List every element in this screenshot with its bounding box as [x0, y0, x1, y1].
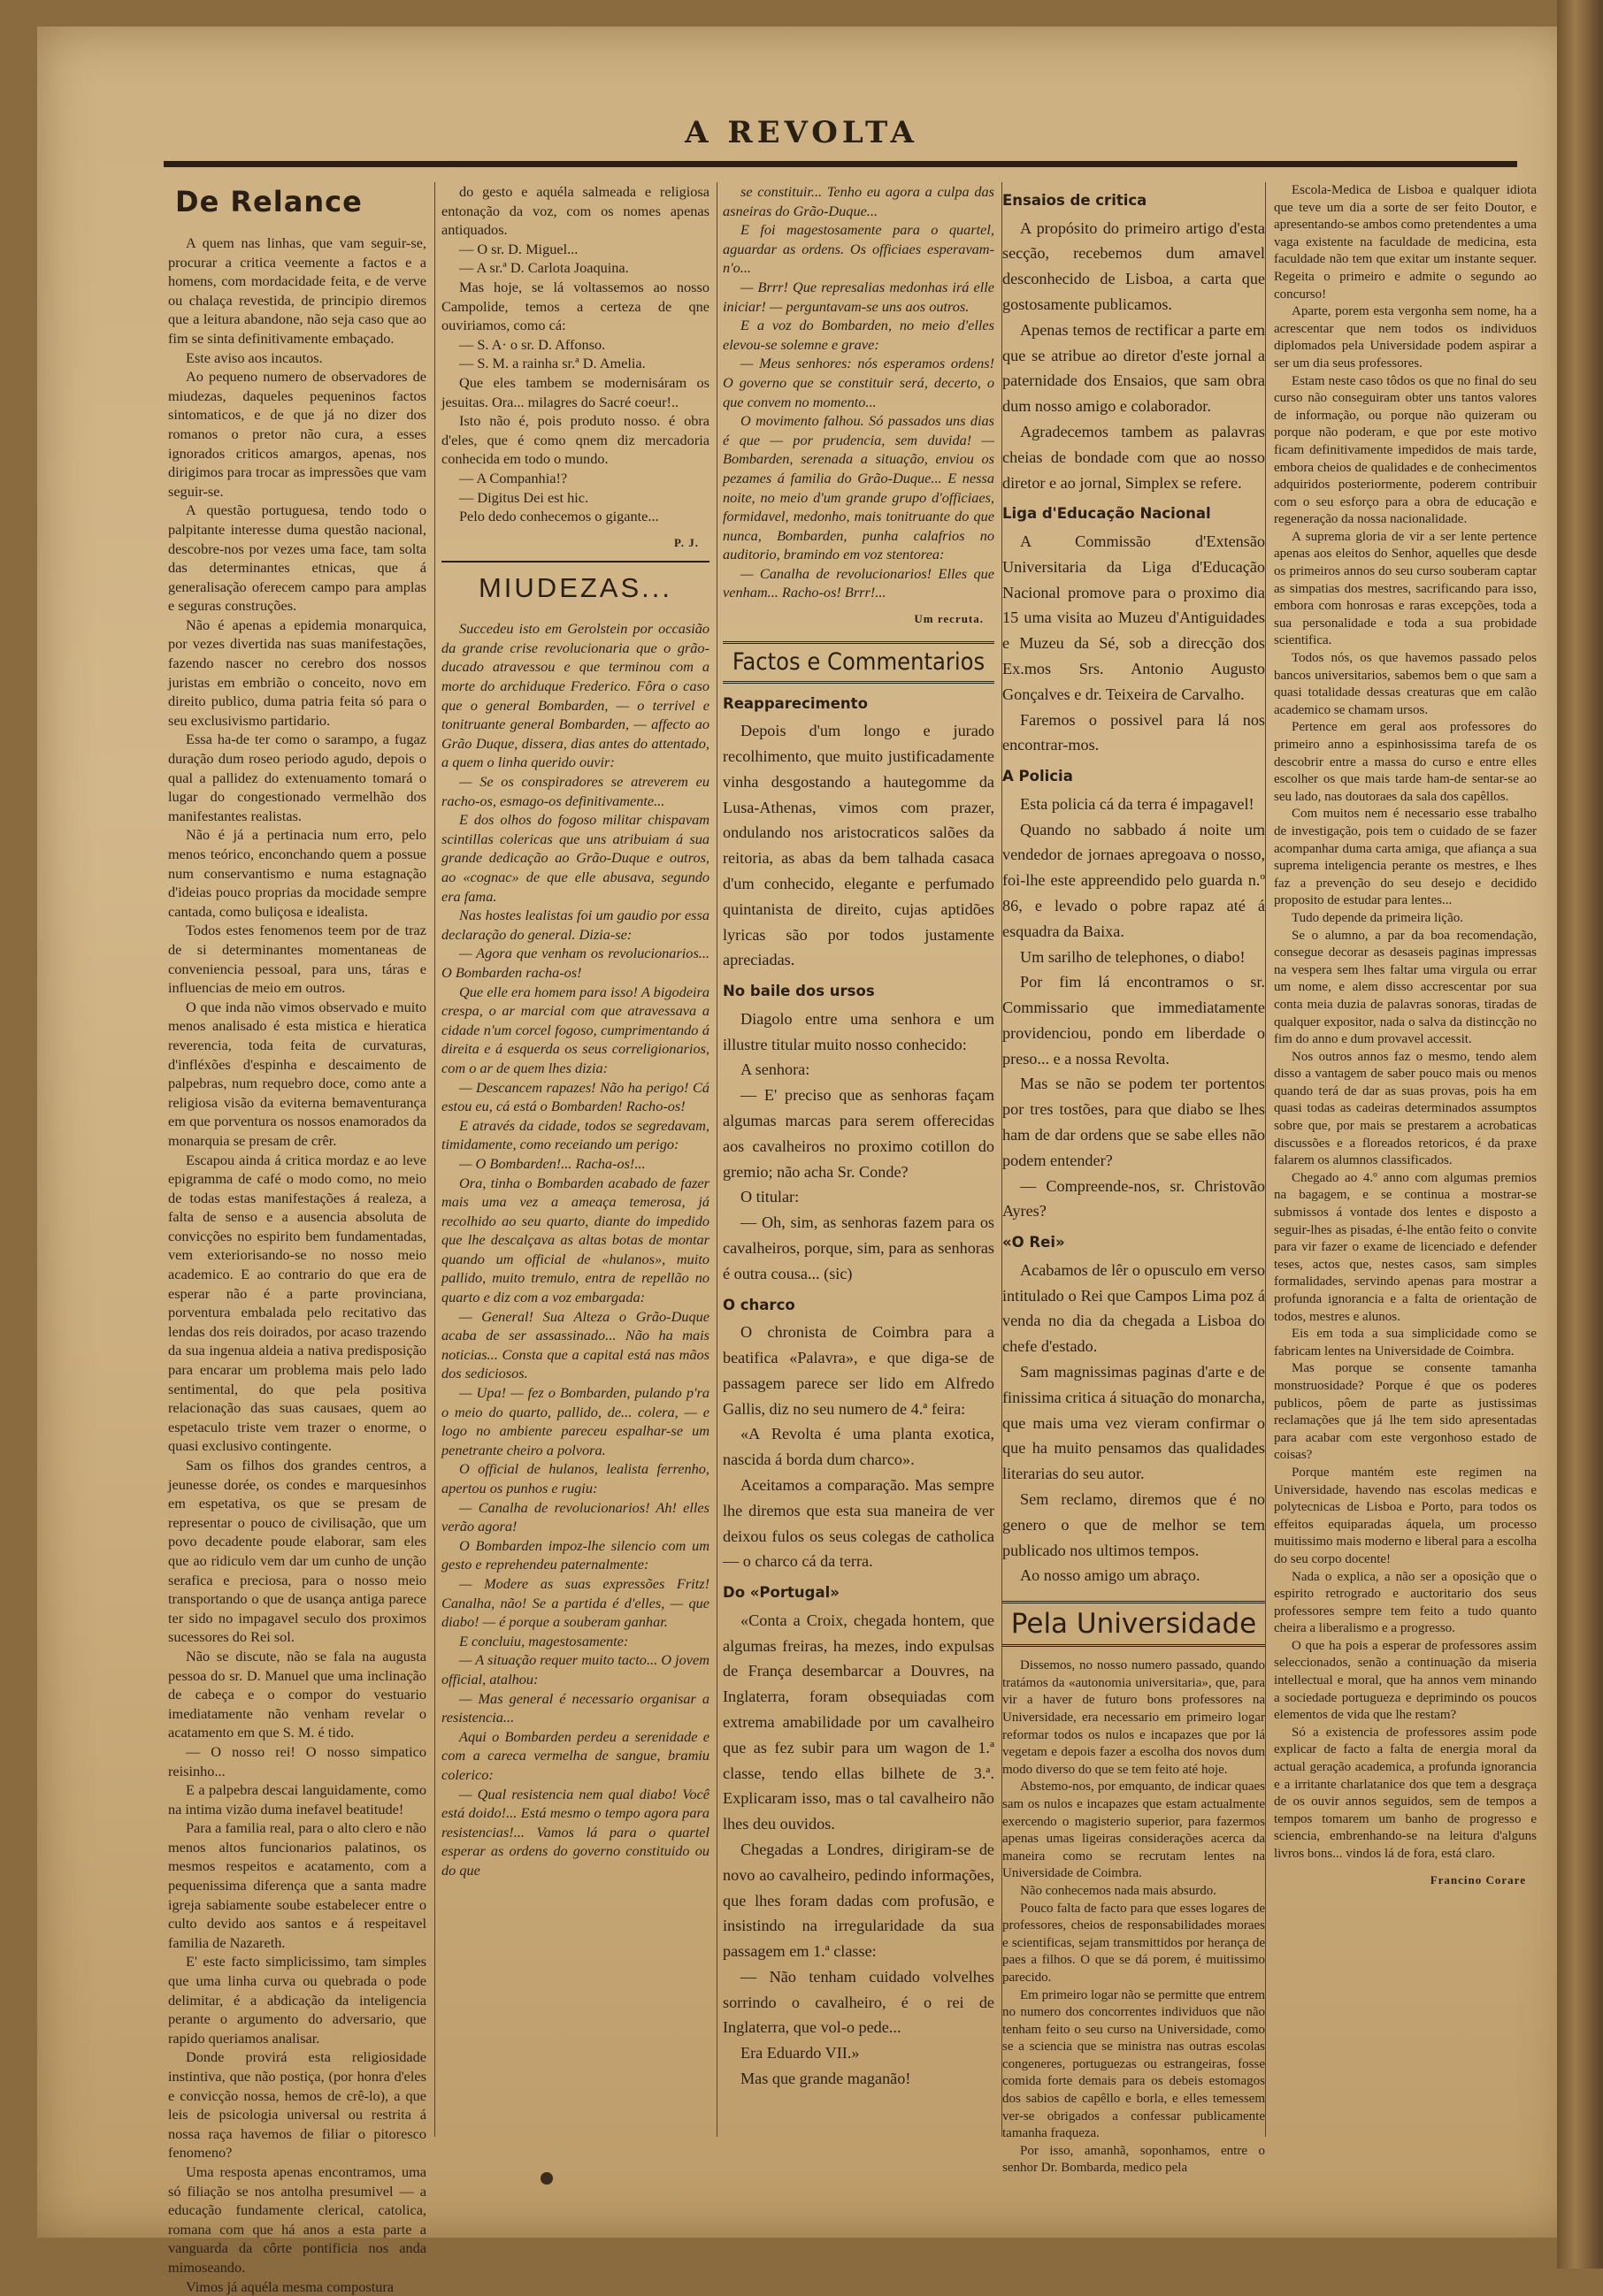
paragraph: Que eles tambem se modernisáram os jesuitas. Ora... milagres do Sacré coeur!.. — [441, 373, 709, 410]
paragraph: — Compreende-nos, sr. Christovão Ayres? — [1002, 1176, 1265, 1221]
paragraph: Todos estes fenomenos teem por de traz de si determinantes momentaneas de conveniencia pessoal, para uns, táras e influencias de meio em outros. — [168, 922, 426, 997]
paragraph: — O sr. D. Miguel... — [459, 240, 579, 257]
paragraph: O movimento falhou. Só passados uns dias é que — por prudencia, sem duvida! — Bombarden, serenada a situação, enviou os pezames á familia do Grão-Duque... E nessa noite, no meio d'um grande grupo d'officiaes, formidavel, medonho, mais tonitruante do que nunca, Bombarden, punha calafrios no auditorio, bramindo em voz stentorea: — [723, 412, 994, 563]
column-divider — [434, 182, 435, 2137]
paragraph: O que ha pois a esperar de professores assim seleccionados, senão a continuação da miseria intellectual e moral, que ha annos vem minando a sociedade portugueza e deprimindo os poucos elementos de vida que lhe restam? — [1274, 1638, 1537, 1723]
paragraph: Todos nós, os que havemos passado pelos bancos universitarios, sabemos bem o que sam a quasi totalidade dessas creaturas que em calão academico se chamam ursos. — [1274, 651, 1537, 717]
paragraph: O titular: — [740, 1188, 800, 1206]
column-divider — [1265, 182, 1266, 2137]
paragraph: — Qual resistencia nem qual diabo! Você está doido!... Está mesmo o tempo agora para resistencias!... Vamos lá para o quartel esperar as ordens do governo constituido ou do que — [441, 1785, 709, 1879]
paragraph: Succedeu isto em Gerolstein por occasião da grande crise revolucionaria que o grão-ducado atravessou e que terminou com a morte do archiduque Frederico. Fôra o caso que o general Bombarden, — o terrivel e tonitruante general Bombarden, — affecto ao Grão Duque, dissera, dias antes do attentado, a quem o linha querido ouvir: — [441, 620, 709, 771]
paragraph: Pelo dedo conhecemos o gigante... — [459, 508, 659, 525]
masthead-rule — [164, 161, 1517, 167]
paragraph: Se o alumno, a par da boa recomendação, consegue decorar as desaseis paginas impressas na vespera sem lhes faltar uma virgula ou errar um nome, e alem disso accrescentar por sua conta meia duzia de palavras sonoras, tiradas de qualquer expositor, nada o salva da distincção no fim do anno e dum provavel accessit. — [1274, 928, 1537, 1047]
paragraph: Era Eduardo VII.» — [740, 2044, 860, 2063]
subheading-charco: O charco — [723, 1296, 795, 1313]
paragraph: O official de hulanos, lealista ferrenho, apertou os punhos e rugiu: — [441, 1460, 709, 1496]
paragraph: — Canalha de revolucionarios! Elles que venham... Racho-os! Brrr!... — [723, 564, 994, 601]
paragraph: Aparte, porem esta vergonha sem nome, ha a acrescentar que nem todos os individuos diplomados pela Universidade podem aspirar a ser um dia seus professores. — [1274, 304, 1537, 371]
paragraph: Em primeiro logar não se permitte que entrem no numero dos concorrentes individuos que não tenham feito o seu curso na Universidade, como se a sciencia que se ministra nas outras escolas congeneres, portuguezas ou estrangeiras, fosse comida forte demais para os debeis estomagos dos sabios de capêllo e borla, e elles temessem ver-se obrigados a confessar publicamente tamanha fraqueza. — [1002, 1987, 1265, 2141]
paragraph: Mas porque se consente tamanha monstruosidade? Porque é que os poderes publicos, pôem de parte as justissimas reclamações que já lhe tem sido apresentadas para acabar com este vergonhoso estado de coisas? — [1274, 1361, 1537, 1463]
paragraph: A suprema gloria de vir a ser lente pertence apenas aos eleitos do Senhor, aquelles que desde os primeiros annos do seu curso souberam captar as simpatias dos mestres, sacrificando para isso, embora com honrosas e raras excepções, toda a sua personalidade e toda a sua probidade scientifica. — [1274, 529, 1537, 648]
paragraph: E a voz do Bombarden, no meio d'elles elevou-se solemne e grave: — [723, 317, 994, 353]
paragraph: A Commissão d'Extensão Universitaria da Liga d'Educação Nacional promove para o proximo dia 15 uma visita ao Muzeu d'Antiguidades e Muzeu da Sé, sob a direcção dos Ex.mos Srs. Antonio Augusto Gonçalves e dr. Teixeira de Carvalho. — [1002, 532, 1265, 703]
paragraph: «Conta a Croix, chegada hontem, que algumas freiras, ha mezes, indo expulsas de França desembarcar a Douvres, na Inglaterra, foram obsequiadas com extrema amabilidade por um cavalheiro que as fez subir para um wagon de 1.ª classe, tendo ellas bilhete de 3.ª. Explicaram isso, mas o tal cavalheiro não lhes deu ouvidos. — [723, 1611, 994, 1833]
paragraph: Por fim lá encontramos o sr. Commissario que immediatamente providenciou, pondo em liberdade o preso... e a nossa Revolta. — [1002, 973, 1265, 1068]
paragraph: Sem reclamo, diremos que é no genero o que de melhor se tem publicado nos ultimos tempos. — [1002, 1490, 1265, 1559]
section-rule — [441, 561, 709, 563]
paragraph: Não conhecemos nada mais absurdo. — [1020, 1883, 1217, 1898]
paragraph: Não é apenas a epidemia monarquica, por vezes divertida nas suas manifestações, fazendo nascer no cerebro dos nossos juristas em embrião o conceito, novo em direito publico, duma patria feita só para o seu exclusivismo partidario. — [168, 616, 426, 729]
paper-hole — [541, 2172, 553, 2185]
paragraph: Aceitamos a comparação. Mas sempre lhe diremos que esta sua maneira de ver deixou fulos os seus colegas de catholica — o charco cá da terra. — [723, 1475, 994, 1571]
subheading-portugal: Do «Portugal» — [723, 1584, 840, 1602]
paragraph: A senhora: — [740, 1060, 810, 1079]
paragraph: Essa ha-de ter como o sarampo, a fugaz duração dum roseo periodo agudo, depois o qual a pallidez do extenuamento tomará o lugar do congestionado vermelhão dos manifestantes realistas. — [168, 731, 426, 824]
paragraph: Mas se não se podem ter portentos por tres tostões, para que diabo se lhes ham de dar ordens que se sabe elles não podem entender? — [1002, 1075, 1265, 1169]
column-3 — [723, 182, 994, 2137]
paragraph: Pouco falta de facto para que esses logares de professores, cheios de responsabilidades moraes e scientificas, sejam transmittidos por herança de paes a filhos. O que se dá porem, é muitissimo parecido. — [1002, 1901, 1265, 1985]
article-body-de-relance — [168, 233, 426, 2296]
paragraph: — Mas general é necessario organisar a resistencia... — [441, 1689, 709, 1726]
paragraph: — Modere as suas expressões Fritz! Canalha, não! Se a partida é d'elles, — que diabo! — é porque a souberam ganhar. — [441, 1574, 709, 1631]
signature-recruta: Um recruta. — [914, 612, 984, 626]
article-body-miudezas-continued — [723, 182, 994, 602]
column-5 — [1274, 182, 1537, 2137]
paragraph: Dissemos, no nosso numero passado, quando tratámos da «autonomia universitaria», que, para vir a haver de futuro bons professores na Universidade, era necessario em primeiro logar reformar todos os nulos e incapazes que por lá vegetam e depois fazer a escolha dos novos dum modo diverso do que se tem feito até hoje. — [1002, 1658, 1265, 1777]
paragraph: Mas que grande maganão! — [740, 2070, 911, 2088]
paragraph: — A sr.ª D. Carlota Joaquina. — [459, 259, 629, 277]
paragraph: Que elle era homem para isso! A bigodeira crespa, o ar marcial com que atravessava a cidade n'um corcel fogoso, cumprimentando á direita e á esquerda os seus correligionarios, com o ar de quem lhes dizia: — [441, 983, 709, 1076]
paragraph: Aqui o Bombarden perdeu a serenidade e com a careca vermelha de sangue, bramiu colerico: — [441, 1727, 709, 1783]
paragraph: Nas hostes lealistas foi um gaudio por essa declaração do general. Dizia-se: — [441, 907, 709, 943]
paragraph: Sam magnissimas paginas d'arte e de finissima critica á situação do monarcha, que mais uma vez vieram confirmar o que ha muito pensamos das qualidades literarias do seu autor. — [1002, 1363, 1265, 1483]
paragraph: — E' preciso que as senhoras façam algumas marcas para serem offerecidas aos cavalheiros no proximo cotillon do gremio; não acha Sr. Conde? — [723, 1086, 994, 1181]
paragraph: Uma resposta apenas encontramos, uma só filiação se nos antolha presumivel — a educação fundamente clerical, catolica, romana com que há anos a esta parte a vanguarda da côrte pontificia nos anda mimoseando. — [168, 2162, 426, 2276]
paragraph: Apenas temos de rectificar a parte em que se atribue ao diretor d'este jornal a paternidade dos Ensaios, que sam obra dum nosso amigo e colaborador. — [1002, 320, 1265, 416]
paragraph: Porque mantém este regimen na Universidade, havendo nas escolas medicas e polytecnicas de Lisboa e Porto, para todos os effeitos equiparadas áquela, um processo muitissimo mais moderno e liberal para a escolha do seu corpo docente! — [1274, 1465, 1537, 1566]
paragraph: E concluiu, magestosamente: — [459, 1632, 629, 1649]
paragraph: — Meus senhores: nós esperamos ordens! O governo que se constituir será, decerto, o que convem no momento... — [723, 355, 994, 410]
paragraph: Ora, tinha o Bombarden acabado de fazer mais uma vez a ameaça temerosa, já recolhido ao seu quarto, diante do impedido que lhe descalçava as altas botas de montar quando um official de «hulanos», muito pallido, muito tremulo, entra de repellão no quarto e diz com a voz embargada: — [441, 1174, 709, 1306]
paragraph: Acabamos de lêr o opusculo em verso intitulado o Rei que Campos Lima poz á venda no dia da chegada a Lisboa do chefe d'estado. — [1002, 1260, 1265, 1356]
paragraph: — Oh, sim, as senhoras fazem para os cavalheiros, porque, sim, para as senhoras é outra cousa... (sic) — [723, 1213, 994, 1282]
paragraph: Não se discute, não se fala na augusta pessoa do sr. D. Manuel que uma inclinação de cabeça e o compor do vestuario imediatamente não venham revelar o acatamento em que S. M. é tido. — [168, 1647, 426, 1741]
article-body-continued — [441, 182, 709, 526]
paragraph: O chronista de Coimbra para a beatifica «Palavra», e que diga-se de passagem parece ser lido em Alfredo Gallis, diz no seu numero de 4.ª feira: — [723, 1323, 994, 1418]
body-pela-universidade-continued — [1274, 182, 1537, 1864]
subheading-policia: A Policia — [1002, 768, 1073, 785]
paragraph: — S. A· o sr. D. Affonso. — [459, 335, 606, 353]
section-title-pela-universidade: Pela Universidade — [1002, 1601, 1265, 1647]
body-ensaios — [1002, 216, 1265, 496]
body-liga — [1002, 529, 1265, 758]
paragraph: Donde provirá esta religiosidade instintiva, que não postiça, (por honra d'eles e convicção nossa, hemos de crê-lo), a que leis de psicologia universal ou restrita á nossa raça havemos de filiar o pitoresco fenomeno? — [168, 2048, 426, 2162]
paragraph: Estam neste caso tôdos os que no final do seu curso não conseguiram obter uns tantos valores de informação, ou porque não quizeram ou porque não poderam, e que por este motivo ficam definitivamente impedidos de mais tarde, embora cheios de qualidades e de conhecimentos adquiridos posteriormente, poderem contribuir com o seu esforço para a obra de educação e regeneração da nossa nacionalidade. — [1274, 373, 1537, 527]
masthead: A REVOLTA — [685, 115, 918, 150]
paragraph: E a palpebra descai languidamente, como na intima vizão duma inefavel beatitude! — [168, 1781, 426, 1818]
body-reapparecimento — [723, 718, 994, 973]
paragraph: E através da cidade, todos se segredavam, timidamente, como receiando um perigo: — [441, 1116, 709, 1153]
paragraph: — Canalha de revolucionarios! Ah! elles verão agora! — [441, 1498, 709, 1535]
paragraph: «A Revolta é uma planta exotica, nascida á borda dum charco». — [723, 1425, 994, 1469]
paragraph: Depois d'um longo e jurado recolhimento, que muito justificadamente vinha desgostando a hautegomme da Lusa-Athenas, vimos com prazer, ondulando nos aristocraticos salões da reitoria, as abas da bem talhada casaca d'um conhecido, elegante e perfumado quintanista de direito, cujas aptidões lyricas são por todos justamente apreciadas. — [723, 722, 994, 969]
paragraph: Para a familia real, para o alto clero e não menos altos funcionarios palatinos, os mesmos respeitos e acatamento, com a pequenissima diferença que a santa madre igreja sabiamente soube estabelecer entre o culto devido aos santos e á respeitavel familia de Nazareth. — [168, 1819, 426, 1951]
paragraph: Esta policia cá da terra é impagavel! — [1020, 794, 1254, 813]
body-charco — [723, 1320, 994, 1574]
paragraph: — O nosso rei! O nosso simpatico reisinho... — [168, 1742, 426, 1779]
signature-francino: Francino Corare — [1430, 1872, 1526, 1887]
subheading-ensaios: Ensaios de critica — [1002, 192, 1147, 209]
paragraph: Agradecemos tambem as palavras cheias de bondade com que ao nosso diretor e ao jornal, Simplex se refere. — [1002, 422, 1265, 492]
paragraph: Por isso, amanhã, soponhamos, entre o senhor Dr. Bombarda, medico pela — [1002, 2143, 1265, 2176]
body-pela-universidade — [1002, 1657, 1265, 2177]
paragraph: — Digitus Dei est hic. — [459, 488, 589, 506]
paragraph: — S. M. a rainha sr.ª D. Amelia. — [459, 355, 646, 372]
paragraph: Escola-Medica de Lisboa e qualquer idiota que teve um dia a sorte de ser feito Doutor, e apresentando-se ambos como pretendentes a uma vaga existente na faculdade de medicina, esta faculdade não tem que exitar um instante sequer. Regeita o primeiro e admite o segundo ao concurso! — [1274, 183, 1537, 302]
paragraph: A questão portuguesa, tendo todo o palpitante interesse duma questão nacional, descobre-nos por vezes uma face, tam solta das determinantes etnicas, que á generalisação oferecem campo para amplas e seguras construções. — [168, 501, 426, 615]
paragraph: Tudo depende da primeira lição. — [1292, 910, 1463, 925]
paragraph: Abstemo-nos, por emquanto, de indicar quaes sam os nulos e incapazes que estam actualmente exercendo o magisterio superior, para fazermos apenas umas ligeiras considerações acerca da maneira como se recrutam lentes na Universidade de Coimbra. — [1002, 1779, 1265, 1881]
article-title-de-relance: De Relance — [175, 185, 363, 218]
subheading-reapparecimento: Reapparecimento — [723, 694, 868, 712]
body-baile — [723, 1006, 994, 1287]
body-rei — [1002, 1258, 1265, 1588]
column-4 — [1002, 182, 1265, 2176]
paragraph: Sam os filhos dos grandes centros, a jeunesse dorée, os condes e marquesinhos em espetativa, os que se presam de representar o pouco de civilisação, que um povo decadente poude elaborar, sam eles que ao ridiculo vem dar um cunho de unção serafica e preciosa, para o nosso meio transportando o que de usança antiga parece ter sido no impagavel seculo dos proximos sucessores do Rei sol. — [168, 1457, 426, 1646]
page-edge — [1557, 0, 1603, 2269]
subheading-liga: Liga d'Educação Nacional — [1002, 505, 1211, 523]
subheading-rei: «O Rei» — [1002, 1234, 1065, 1251]
paragraph: E dos olhos do fogoso militar chispavam scintillas colericas que uns atribuiam á sua grande dedicação ao Grão-Duque e outros, ao «cognac» de que elle abusava, segundo era fama. — [441, 811, 709, 905]
column-1 — [168, 182, 426, 2295]
paragraph: Nos outros annos faz o mesmo, tendo alem disso a vantagem de saber pouco mais ou menos quando terá de dar as suas provas, pois ha em quasi todas as cadeiras determinados assumptos sobre que, por mais se prestarem a acrobaticas discussões e a floreados retoricos, é da praxe falarem os alumnos classificados. — [1274, 1049, 1537, 1168]
paragraph: Faremos o possivel para lá nos encontrar-mos. — [1002, 710, 1265, 754]
paragraph: se constituir... Tenho eu agora a culpa das asneiras do Grão-Duque... — [723, 183, 994, 219]
paragraph: Nada o explica, a não ser a oposição que o espirito retrogrado e auctoritario dos seus professores sempre tem feito a tudo quanto cheira a liberalismo e a progresso. — [1274, 1569, 1537, 1636]
paragraph: — Não tenham cuidado volvelhes sorrindo o cavalheiro, é o rei de Inglaterra, que vol-o pede... — [723, 1967, 994, 2037]
paragraph: — Upa! — fez o Bombarden, pulando p'ra o meio do quarto, pallido, de... colera, — e logo no ambiente pareceu espalhar-se um penetrante cheiro a polvora. — [441, 1384, 709, 1458]
paragraph: Com muitos nem é necessario esse trabalho de investigação, pois tem o cuidado de se fazer acompanhar duma carta amiga, que afiança a sua suprema inteligencia perante os mestres, e lhes faz a prevenção do seu desejo e decidido proposito de estudar para lentes... — [1274, 807, 1537, 908]
paragraph: Ao pequeno numero de observadores de miudezas, daqueles pequeninos factos sintomaticos, e de que já no dizer dos romanos o pretor não cura, a esses ignorados criticos amargos, apenas, nos dirigimos para trocar as impressões que vam seguir-se. — [168, 368, 426, 500]
paragraph: Só a existencia de professores assim pode explicar de facto a falta de energia moral da actual geração academica, a profunda ignorancia e a irritante charlatanice dos que tem a desgraça de os ouvir annos seguidos, sem de tempos a tempos tomarem um banho de progresso e sciencia, embrenhando-se na leitura d'alguns livros bons... vindos lá de fora, está claro. — [1274, 1725, 1537, 1861]
paragraph: Eis em toda a sua simplicidade como se fabricam lentes na Universidade de Coimbra. — [1274, 1327, 1537, 1358]
paragraph: A propósito do primeiro artigo d'esta secção, recebemos dum amavel desconhecido de Lisboa, a carta que gostosamente publicamos. — [1002, 218, 1265, 313]
paragraph: Mas hoje, se lá voltassemos ao nosso Campolide, temos a certeza de qne ouviriamos, como cá: — [441, 278, 709, 334]
paragraph: E' este facto simplicissimo, tam simples que uma linha curva ou quebrada o pode delimitar, é a abdicação da inteligencia perante o argumento do adversario, que rapido queriamos analisar. — [168, 1953, 426, 2047]
paragraph: do gesto e aquéla salmeada e religiosa entonação da voz, com os nomes apenas antiquados. — [441, 183, 709, 239]
paragraph: Pertence em geral aos professores do primeiro anno a espinhosissima tarefa de os descobrir entre a massa do curso e entre elles escolher os que mais tarde ham-de sentar-se ao seu lado, nas doutoraes da sala dos capêllos. — [1274, 720, 1537, 804]
paragraph: Um sarilho de telephones, o diabo! — [1020, 947, 1246, 966]
paragraph: Chegadas a Londres, dirigiram-se de novo ao cavalheiro, pedindo informações, que lhes foram dadas com profusão, e insistindo na irregularidade da sua passagem em 1.ª classe: — [723, 1840, 994, 1961]
paragraph: A quem nas linhas, que vam seguir-se, procurar a critica veemente a factos e a homens, com mordacidade feita, e de verve ou chalaça revestida, de principio diremos que a leitura abandone, não seja caso que ao fim se sinta definitivamente embaçado. — [168, 234, 426, 347]
paragraph: — A Companhia!? — [459, 469, 568, 486]
paragraph: — Brrr! Que represalias medonhas irá elle iniciar! — perguntavam-se uns aos outros. — [723, 278, 994, 315]
section-title-factos: Factos e Commentarios — [723, 641, 994, 684]
paragraph: — Descancem rapazes! Não ha perigo! Cá estou eu, cá está o Bombarden! Racho-os! — [441, 1078, 709, 1115]
paragraph: Ao nosso amigo um abraço. — [1020, 1566, 1200, 1585]
body-portugal — [723, 1608, 994, 2092]
paragraph: O Bombarden impoz-lhe silencio com um gesto e reprehendeu paternalmente: — [441, 1536, 709, 1573]
paragraph: — Agora que venham os revolucionarios... O Bombarden racha-os! — [441, 945, 709, 981]
paragraph: Não é já a pertinacia num erro, pelo menos teórico, enconchando quem a possue num conservantismo e numa estagnação d'ideias pouco proprias da mocidade sempre cantada, como buliçosa e idealista. — [168, 826, 426, 920]
paragraph: Vimos já aquéla mesma compostura — [186, 2277, 395, 2295]
paragraph: E foi magestosamente para o quartel, aguardar as ordens. Os officiaes esperavam-n'o... — [723, 221, 994, 277]
paragraph: — Se os conspiradores se atreverem eu racho-os, esmago-os definitivamente... — [441, 773, 709, 809]
article-body-miudezas — [441, 619, 709, 1879]
signature-pj: P. J. — [674, 535, 699, 549]
paragraph: — General! Sua Alteza o Grão-Duque acaba de ser assassinado... Não ha mais noticias... Consta que a capital está nas mãos dos sediciosos. — [441, 1307, 709, 1382]
paragraph: Quando no sabbado á noite um vendedor de jornaes apregoava o nosso, foi-lhe este appreendido pelo guarda n.º 86, e levado o pobre rapaz até á esquadra da Baixa. — [1002, 820, 1265, 940]
paragraph: Chegado ao 4.º anno com algumas premios na bagagem, e se continua a mostrar-se submissos á vontade dos lentes e disposto a seguir-lhes as pisadas, é-lhe então feito o convite para vir fazer o exame de licenciado e defender teses, actos que, nestes casos, sam simples formalidades, servindo apenas para mostrar a profunda ignorancia e a falta de orientação de todos, mestres e alunos. — [1274, 1170, 1537, 1324]
subheading-baile: No baile dos ursos — [723, 983, 875, 1000]
paragraph: Este aviso aos incautos. — [186, 348, 323, 366]
paragraph: Diagolo entre uma senhora e um illustre titular muito nosso conhecido: — [723, 1009, 994, 1053]
body-policia — [1002, 792, 1265, 1225]
paragraph: Isto não é, pois produto nosso. é obra d'eles, que é como qnem diz mercadoria conhecida em todo o mundo. — [441, 412, 709, 468]
column-2 — [441, 182, 709, 2137]
paragraph: — A situação requer muito tacto... O jovem official, atalhou: — [441, 1651, 709, 1688]
paragraph: O que inda não vimos observado e muito menos analisado é esta mistica e hieratica reverencia, toda feita de curvaturas, d'infléxões d'espinha e descaimento de palpebras, num requebro doce, como ante a religiosa visão da eviterna bemaventurança em que porventura os nossos enamorados da monarquia se presam de crêr. — [168, 998, 426, 1149]
paragraph: — O Bombarden!... Racha-os!... — [459, 1154, 646, 1172]
article-title-miudezas: MIUDEZAS... — [478, 572, 672, 604]
paragraph: Escapou ainda á critica mordaz e ao leve epigramma de café o modo como, no meio de todas estas manifestações á realeza, a falta de senso e a ausencia absoluta de convicções no espirito bem fundamentadas, vem exteriorisando-se no nosso meio academico. E ao contrario do que era de esperar não é a parte provinciana, porventura embalada pelo recitativo das lendas dos reis doirados, por acaso trazendo da sua ingenua aldeia a nativa predisposição para encarar um problema mais pelo lado sentimental, do que pela positiva relacionação das suas causaes, quem ao espetaculo triste vem trazer o enorme, o quasi exclusivo contingente. — [168, 1151, 426, 1455]
